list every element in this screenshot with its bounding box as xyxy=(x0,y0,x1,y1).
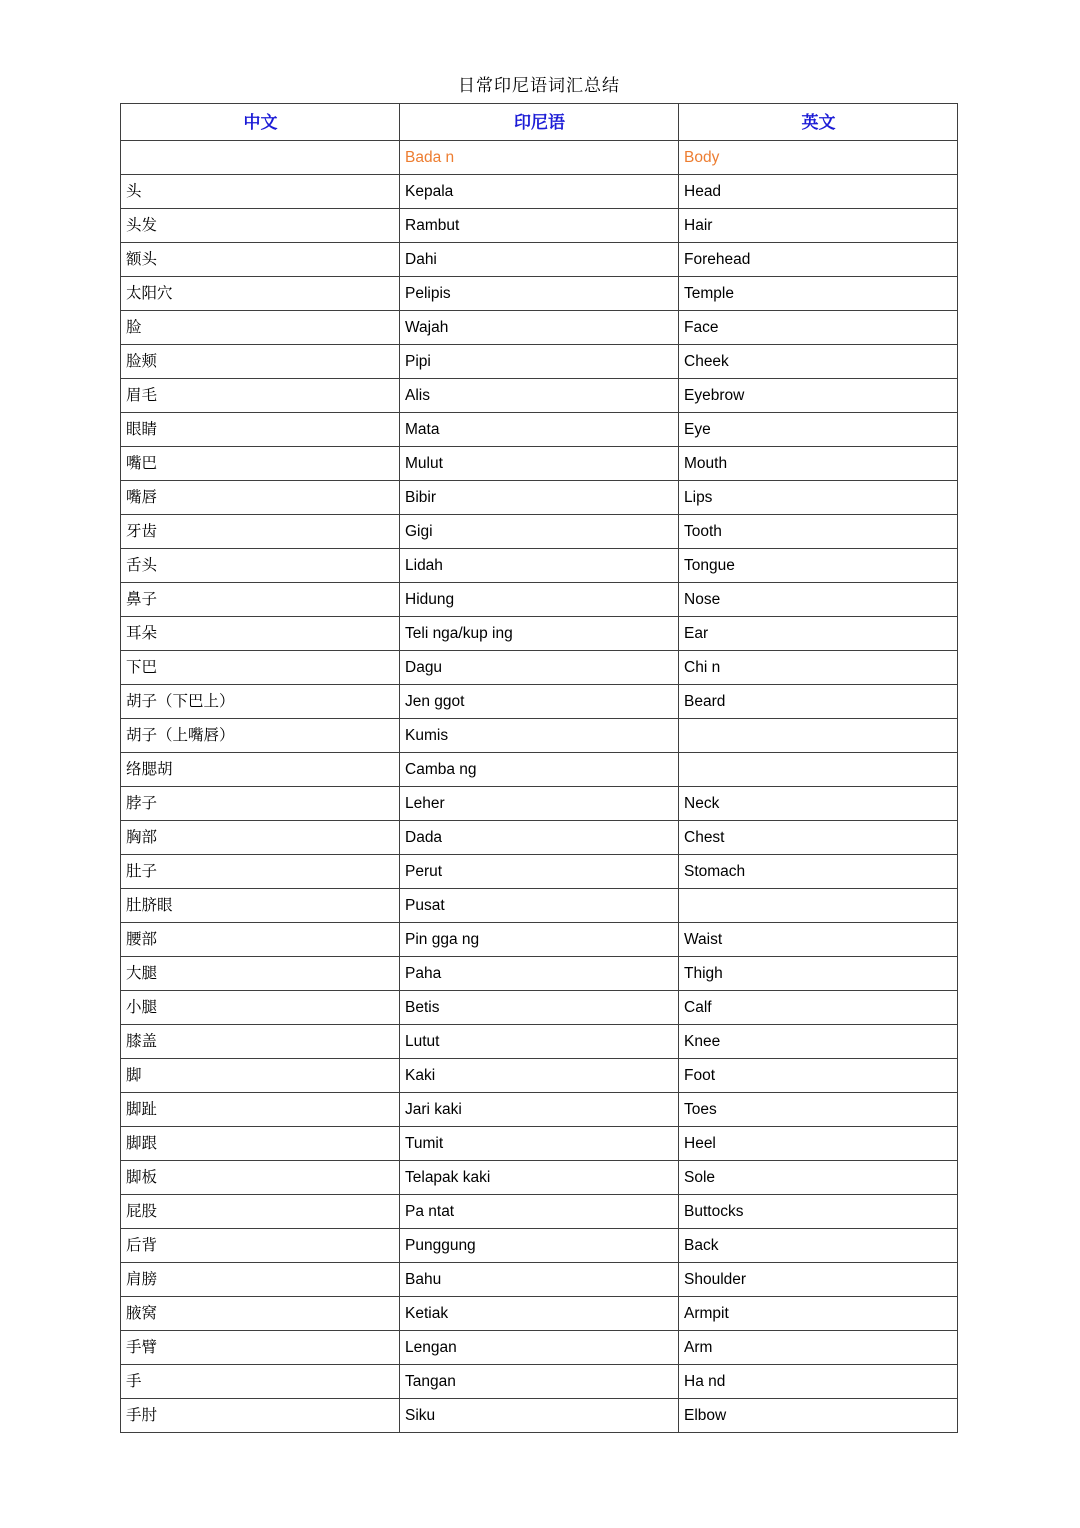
cell-en: Tongue xyxy=(679,549,958,583)
cell-cn: 额头 xyxy=(121,243,400,277)
cell-en xyxy=(679,889,958,923)
cell-en: Ear xyxy=(679,617,958,651)
cell-id: Kepala xyxy=(400,175,679,209)
cell-id: Tangan xyxy=(400,1365,679,1399)
cell-cn: 手肘 xyxy=(121,1399,400,1433)
table-row xyxy=(121,447,958,481)
cell-en: Chi n xyxy=(679,651,958,685)
cell-id: Camba ng xyxy=(400,753,679,787)
column-header-chinese: 中文 xyxy=(121,104,400,141)
cell-cn: 肩膀 xyxy=(121,1263,400,1297)
cell-id: Tumit xyxy=(400,1127,679,1161)
table-row xyxy=(121,719,958,753)
column-header-english: 英文 xyxy=(679,104,958,141)
cell-cn: 肚脐眼 xyxy=(121,889,400,923)
cell-en: Toes xyxy=(679,1093,958,1127)
cell-en: Thigh xyxy=(679,957,958,991)
cell-id: Leher xyxy=(400,787,679,821)
cell-id: Bahu xyxy=(400,1263,679,1297)
table-row xyxy=(121,311,958,345)
cell-en: Tooth xyxy=(679,515,958,549)
cell-cn: 脸 xyxy=(121,311,400,345)
cell-en: Forehead xyxy=(679,243,958,277)
cell-en: Knee xyxy=(679,1025,958,1059)
cell-cn: 胡子（上嘴唇） xyxy=(121,719,400,753)
cell-en: Ha nd xyxy=(679,1365,958,1399)
cell-en: Neck xyxy=(679,787,958,821)
cell-en: Calf xyxy=(679,991,958,1025)
cell-en: Armpit xyxy=(679,1297,958,1331)
table-row xyxy=(121,413,958,447)
cell-id: Mata xyxy=(400,413,679,447)
cell-id: Alis xyxy=(400,379,679,413)
cell-cn: 头发 xyxy=(121,209,400,243)
cell-id: Kaki xyxy=(400,1059,679,1093)
cell-id: Jen ggot xyxy=(400,685,679,719)
table-row xyxy=(121,1263,958,1297)
vocabulary-table xyxy=(120,103,958,1433)
table-row xyxy=(121,855,958,889)
table-row xyxy=(121,481,958,515)
cell-id: Hidung xyxy=(400,583,679,617)
cell-en: Eyebrow xyxy=(679,379,958,413)
cell-id: Ketiak xyxy=(400,1297,679,1331)
cell-cn: 嘴唇 xyxy=(121,481,400,515)
table-row xyxy=(121,1093,958,1127)
cell-en: Nose xyxy=(679,583,958,617)
cell-en: Foot xyxy=(679,1059,958,1093)
cell-en: Temple xyxy=(679,277,958,311)
table-row xyxy=(121,685,958,719)
table-row xyxy=(121,277,958,311)
cell-id: Betis xyxy=(400,991,679,1025)
cell-cn: 脚跟 xyxy=(121,1127,400,1161)
cell-id: Lengan xyxy=(400,1331,679,1365)
table-row xyxy=(121,1059,958,1093)
cell-cn: 胸部 xyxy=(121,821,400,855)
table-row xyxy=(121,1365,958,1399)
cell-en: Stomach xyxy=(679,855,958,889)
column-header-indonesian: 印尼语 xyxy=(400,104,679,141)
table-row xyxy=(121,175,958,209)
cell-id: Siku xyxy=(400,1399,679,1433)
table-row xyxy=(121,379,958,413)
cell-id: Wajah xyxy=(400,311,679,345)
table-row xyxy=(121,923,958,957)
table-row xyxy=(121,617,958,651)
cell-en xyxy=(679,753,958,787)
cell-cn: 脚板 xyxy=(121,1161,400,1195)
table-row xyxy=(121,1331,958,1365)
cell-cn: 膝盖 xyxy=(121,1025,400,1059)
cell-en: Elbow xyxy=(679,1399,958,1433)
cell-cn: 络腮胡 xyxy=(121,753,400,787)
cell-id: Dagu xyxy=(400,651,679,685)
cell-en: Head xyxy=(679,175,958,209)
cell-en: Waist xyxy=(679,923,958,957)
cell-en: Buttocks xyxy=(679,1195,958,1229)
cell-cn: 眉毛 xyxy=(121,379,400,413)
cell-en: Hair xyxy=(679,209,958,243)
cell-en: Arm xyxy=(679,1331,958,1365)
cell-en: Cheek xyxy=(679,345,958,379)
cell-en: Face xyxy=(679,311,958,345)
cell-id: Gigi xyxy=(400,515,679,549)
table-row xyxy=(121,1127,958,1161)
cell-cn: 小腿 xyxy=(121,991,400,1025)
cell-en: Heel xyxy=(679,1127,958,1161)
table-header-row xyxy=(121,104,958,141)
table-body xyxy=(121,141,958,1433)
cell-cn: 脚 xyxy=(121,1059,400,1093)
cell-id: Dahi xyxy=(400,243,679,277)
table-row xyxy=(121,889,958,923)
cell-id: Lutut xyxy=(400,1025,679,1059)
cell-id: Punggung xyxy=(400,1229,679,1263)
cell-cn: 眼睛 xyxy=(121,413,400,447)
table-row xyxy=(121,651,958,685)
cell-id: Kumis xyxy=(400,719,679,753)
table-row xyxy=(121,957,958,991)
cell-id: Bada n xyxy=(400,141,679,175)
table-row xyxy=(121,991,958,1025)
table-row xyxy=(121,1025,958,1059)
cell-id: Pipi xyxy=(400,345,679,379)
table-row xyxy=(121,515,958,549)
table-row xyxy=(121,1297,958,1331)
cell-cn: 肚子 xyxy=(121,855,400,889)
cell-en: Shoulder xyxy=(679,1263,958,1297)
cell-id: Pelipis xyxy=(400,277,679,311)
cell-id: Mulut xyxy=(400,447,679,481)
cell-id: Bibir xyxy=(400,481,679,515)
cell-id: Paha xyxy=(400,957,679,991)
cell-cn: 头 xyxy=(121,175,400,209)
cell-cn: 大腿 xyxy=(121,957,400,991)
cell-cn: 脸颊 xyxy=(121,345,400,379)
cell-en: Beard xyxy=(679,685,958,719)
cell-cn: 手 xyxy=(121,1365,400,1399)
cell-cn: 舌头 xyxy=(121,549,400,583)
cell-cn: 腰部 xyxy=(121,923,400,957)
cell-id: Telapak kaki xyxy=(400,1161,679,1195)
cell-id: Pusat xyxy=(400,889,679,923)
table-row xyxy=(121,549,958,583)
cell-id: Pa ntat xyxy=(400,1195,679,1229)
cell-cn: 脖子 xyxy=(121,787,400,821)
table-row xyxy=(121,1399,958,1433)
cell-cn: 胡子（下巴上） xyxy=(121,685,400,719)
cell-cn: 嘴巴 xyxy=(121,447,400,481)
table-row xyxy=(121,753,958,787)
table-row xyxy=(121,1195,958,1229)
table-row xyxy=(121,1229,958,1263)
cell-cn: 耳朵 xyxy=(121,617,400,651)
cell-cn: 鼻子 xyxy=(121,583,400,617)
cell-cn: 后背 xyxy=(121,1229,400,1263)
cell-cn: 太阳穴 xyxy=(121,277,400,311)
category-row xyxy=(121,141,958,175)
cell-cn: 牙齿 xyxy=(121,515,400,549)
cell-id: Dada xyxy=(400,821,679,855)
cell-en: Sole xyxy=(679,1161,958,1195)
cell-cn xyxy=(121,141,400,175)
table-row xyxy=(121,821,958,855)
table-row xyxy=(121,787,958,821)
page-title: 日常印尼语词汇总结 xyxy=(458,76,620,95)
table-row xyxy=(121,209,958,243)
cell-id: Lidah xyxy=(400,549,679,583)
table-row xyxy=(121,583,958,617)
cell-cn: 手臂 xyxy=(121,1331,400,1365)
cell-id: Rambut xyxy=(400,209,679,243)
cell-cn: 屁股 xyxy=(121,1195,400,1229)
cell-id: Perut xyxy=(400,855,679,889)
table-row xyxy=(121,1161,958,1195)
cell-en xyxy=(679,719,958,753)
cell-cn: 腋窝 xyxy=(121,1297,400,1331)
cell-id: Teli nga/kup ing xyxy=(400,617,679,651)
cell-id: Pin gga ng xyxy=(400,923,679,957)
cell-en: Body xyxy=(679,141,958,175)
cell-id: Jari kaki xyxy=(400,1093,679,1127)
cell-en: Eye xyxy=(679,413,958,447)
cell-en: Mouth xyxy=(679,447,958,481)
cell-cn: 下巴 xyxy=(121,651,400,685)
cell-cn: 脚趾 xyxy=(121,1093,400,1127)
cell-en: Lips xyxy=(679,481,958,515)
table-row xyxy=(121,243,958,277)
table-row xyxy=(121,345,958,379)
cell-en: Back xyxy=(679,1229,958,1263)
cell-en: Chest xyxy=(679,821,958,855)
